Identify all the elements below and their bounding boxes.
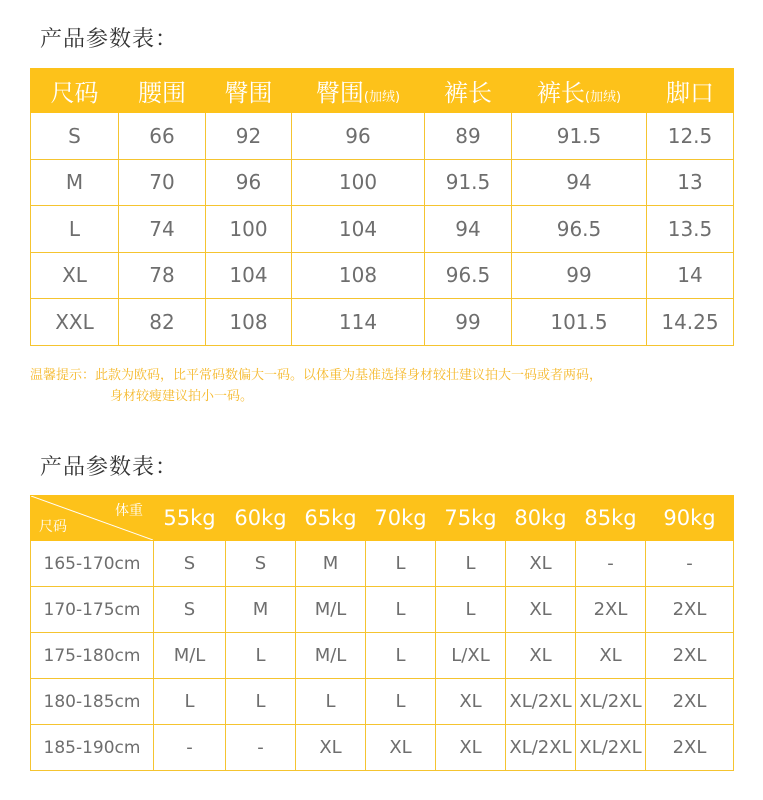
table-cell: 101.5 xyxy=(512,299,647,346)
table-cell: 104 xyxy=(292,206,425,253)
table-cell: 2XL xyxy=(576,587,646,633)
table-cell: XL xyxy=(506,587,576,633)
table-cell: 108 xyxy=(292,252,425,299)
fit-table-header-row xyxy=(31,496,734,541)
table-cell: 92 xyxy=(206,113,292,160)
table-row xyxy=(31,159,734,206)
table-cell: 91.5 xyxy=(425,159,512,206)
table-cell: L xyxy=(154,679,226,725)
table-cell: 82 xyxy=(119,299,206,346)
table-cell: XL/2XL xyxy=(506,679,576,725)
table-cell: L xyxy=(226,679,296,725)
table-cell: 2XL xyxy=(646,587,734,633)
header-hip: 臀围 xyxy=(206,69,292,113)
table-cell: 100 xyxy=(292,159,425,206)
table-cell: XL/2XL xyxy=(576,725,646,771)
header-weight: 90kg xyxy=(646,496,734,541)
table-cell: 66 xyxy=(119,113,206,160)
row-height-label: 165-170cm xyxy=(31,541,154,587)
table-cell: 12.5 xyxy=(647,113,734,160)
table-row xyxy=(31,541,734,587)
sizing-tip-note-continued: 身材较瘦建议拍小一码。 xyxy=(110,389,254,404)
table-cell: 114 xyxy=(292,299,425,346)
table-cell: XL xyxy=(296,725,366,771)
row-height-label: 180-185cm xyxy=(31,679,154,725)
size-parameter-table xyxy=(30,68,734,346)
table-cell: S xyxy=(154,587,226,633)
table-row xyxy=(31,725,734,771)
header-corner-cell xyxy=(31,496,154,541)
table-cell: L xyxy=(436,587,506,633)
header-weight: 75kg xyxy=(436,496,506,541)
header-length: 裤长 xyxy=(425,69,512,113)
table-cell: L xyxy=(31,206,119,253)
table-row xyxy=(31,252,734,299)
table-cell: 96 xyxy=(206,159,292,206)
table-cell: 2XL xyxy=(646,633,734,679)
header-weight: 55kg xyxy=(154,496,226,541)
table-row xyxy=(31,587,734,633)
table-cell: L xyxy=(366,679,436,725)
header-weight: 80kg xyxy=(506,496,576,541)
header-size-label: 尺码 xyxy=(39,519,67,535)
table-cell: 91.5 xyxy=(512,113,647,160)
table-cell: 14.25 xyxy=(647,299,734,346)
header-size: 尺码 xyxy=(31,69,119,113)
size-table-header-row xyxy=(31,69,734,113)
size-table-title: 产品参数表： xyxy=(40,27,179,52)
table-cell: 104 xyxy=(206,252,292,299)
fit-table-title: 产品参数表： xyxy=(40,455,179,480)
table-cell: S xyxy=(154,541,226,587)
header-hem: 脚口 xyxy=(647,69,734,113)
header-hip-fleece: 臀围(加绒) xyxy=(292,69,425,113)
table-cell: - xyxy=(646,541,734,587)
row-height-label: 175-180cm xyxy=(31,633,154,679)
table-cell: XL/2XL xyxy=(576,679,646,725)
table-cell: 14 xyxy=(647,252,734,299)
table-cell: L xyxy=(226,633,296,679)
header-weight: 85kg xyxy=(576,496,646,541)
table-cell: 13 xyxy=(647,159,734,206)
table-cell: 74 xyxy=(119,206,206,253)
table-cell: XL xyxy=(436,679,506,725)
table-cell: 96 xyxy=(292,113,425,160)
table-cell: 99 xyxy=(425,299,512,346)
table-cell: XL xyxy=(506,541,576,587)
table-cell: M/L xyxy=(154,633,226,679)
table-cell: 70 xyxy=(119,159,206,206)
table-cell: XXL xyxy=(31,299,119,346)
table-row xyxy=(31,679,734,725)
table-cell: 100 xyxy=(206,206,292,253)
header-weight: 65kg xyxy=(296,496,366,541)
table-cell: M/L xyxy=(296,633,366,679)
row-height-label: 185-190cm xyxy=(31,725,154,771)
table-cell: 2XL xyxy=(646,725,734,771)
table-cell: 108 xyxy=(206,299,292,346)
table-cell: 96.5 xyxy=(425,252,512,299)
header-weight: 70kg xyxy=(366,496,436,541)
table-cell: S xyxy=(226,541,296,587)
table-cell: - xyxy=(576,541,646,587)
table-cell: S xyxy=(31,113,119,160)
table-cell: 13.5 xyxy=(647,206,734,253)
table-cell: - xyxy=(154,725,226,771)
table-cell: XL xyxy=(31,252,119,299)
header-length-fleece: 裤长(加绒) xyxy=(512,69,647,113)
table-cell: L xyxy=(366,541,436,587)
table-cell: 78 xyxy=(119,252,206,299)
table-cell: M xyxy=(296,541,366,587)
weight-height-size-table xyxy=(30,495,734,771)
table-cell: 89 xyxy=(425,113,512,160)
header-waist: 腰围 xyxy=(119,69,206,113)
table-cell: - xyxy=(226,725,296,771)
header-weight-label: 体重 xyxy=(115,503,143,519)
table-row xyxy=(31,206,734,253)
table-cell: XL xyxy=(506,633,576,679)
table-cell: 94 xyxy=(512,159,647,206)
header-weight: 60kg xyxy=(226,496,296,541)
table-cell: M/L xyxy=(296,587,366,633)
table-cell: XL xyxy=(366,725,436,771)
table-cell: XL xyxy=(576,633,646,679)
table-cell: 96.5 xyxy=(512,206,647,253)
table-cell: XL/2XL xyxy=(506,725,576,771)
table-row xyxy=(31,633,734,679)
table-cell: M xyxy=(226,587,296,633)
table-cell: 2XL xyxy=(646,679,734,725)
table-row xyxy=(31,299,734,346)
table-row xyxy=(31,113,734,160)
table-cell: 99 xyxy=(512,252,647,299)
sizing-tip-note: 温馨提示：此款为欧码，比平常码数偏大一码。以体重为基准选择身材较壮建议拍大一码或者两码， xyxy=(30,368,603,383)
table-cell: L/XL xyxy=(436,633,506,679)
table-cell: L xyxy=(436,541,506,587)
table-cell: L xyxy=(366,587,436,633)
table-cell: 94 xyxy=(425,206,512,253)
table-cell: M xyxy=(31,159,119,206)
table-cell: L xyxy=(296,679,366,725)
table-cell: L xyxy=(366,633,436,679)
table-cell: XL xyxy=(436,725,506,771)
row-height-label: 170-175cm xyxy=(31,587,154,633)
